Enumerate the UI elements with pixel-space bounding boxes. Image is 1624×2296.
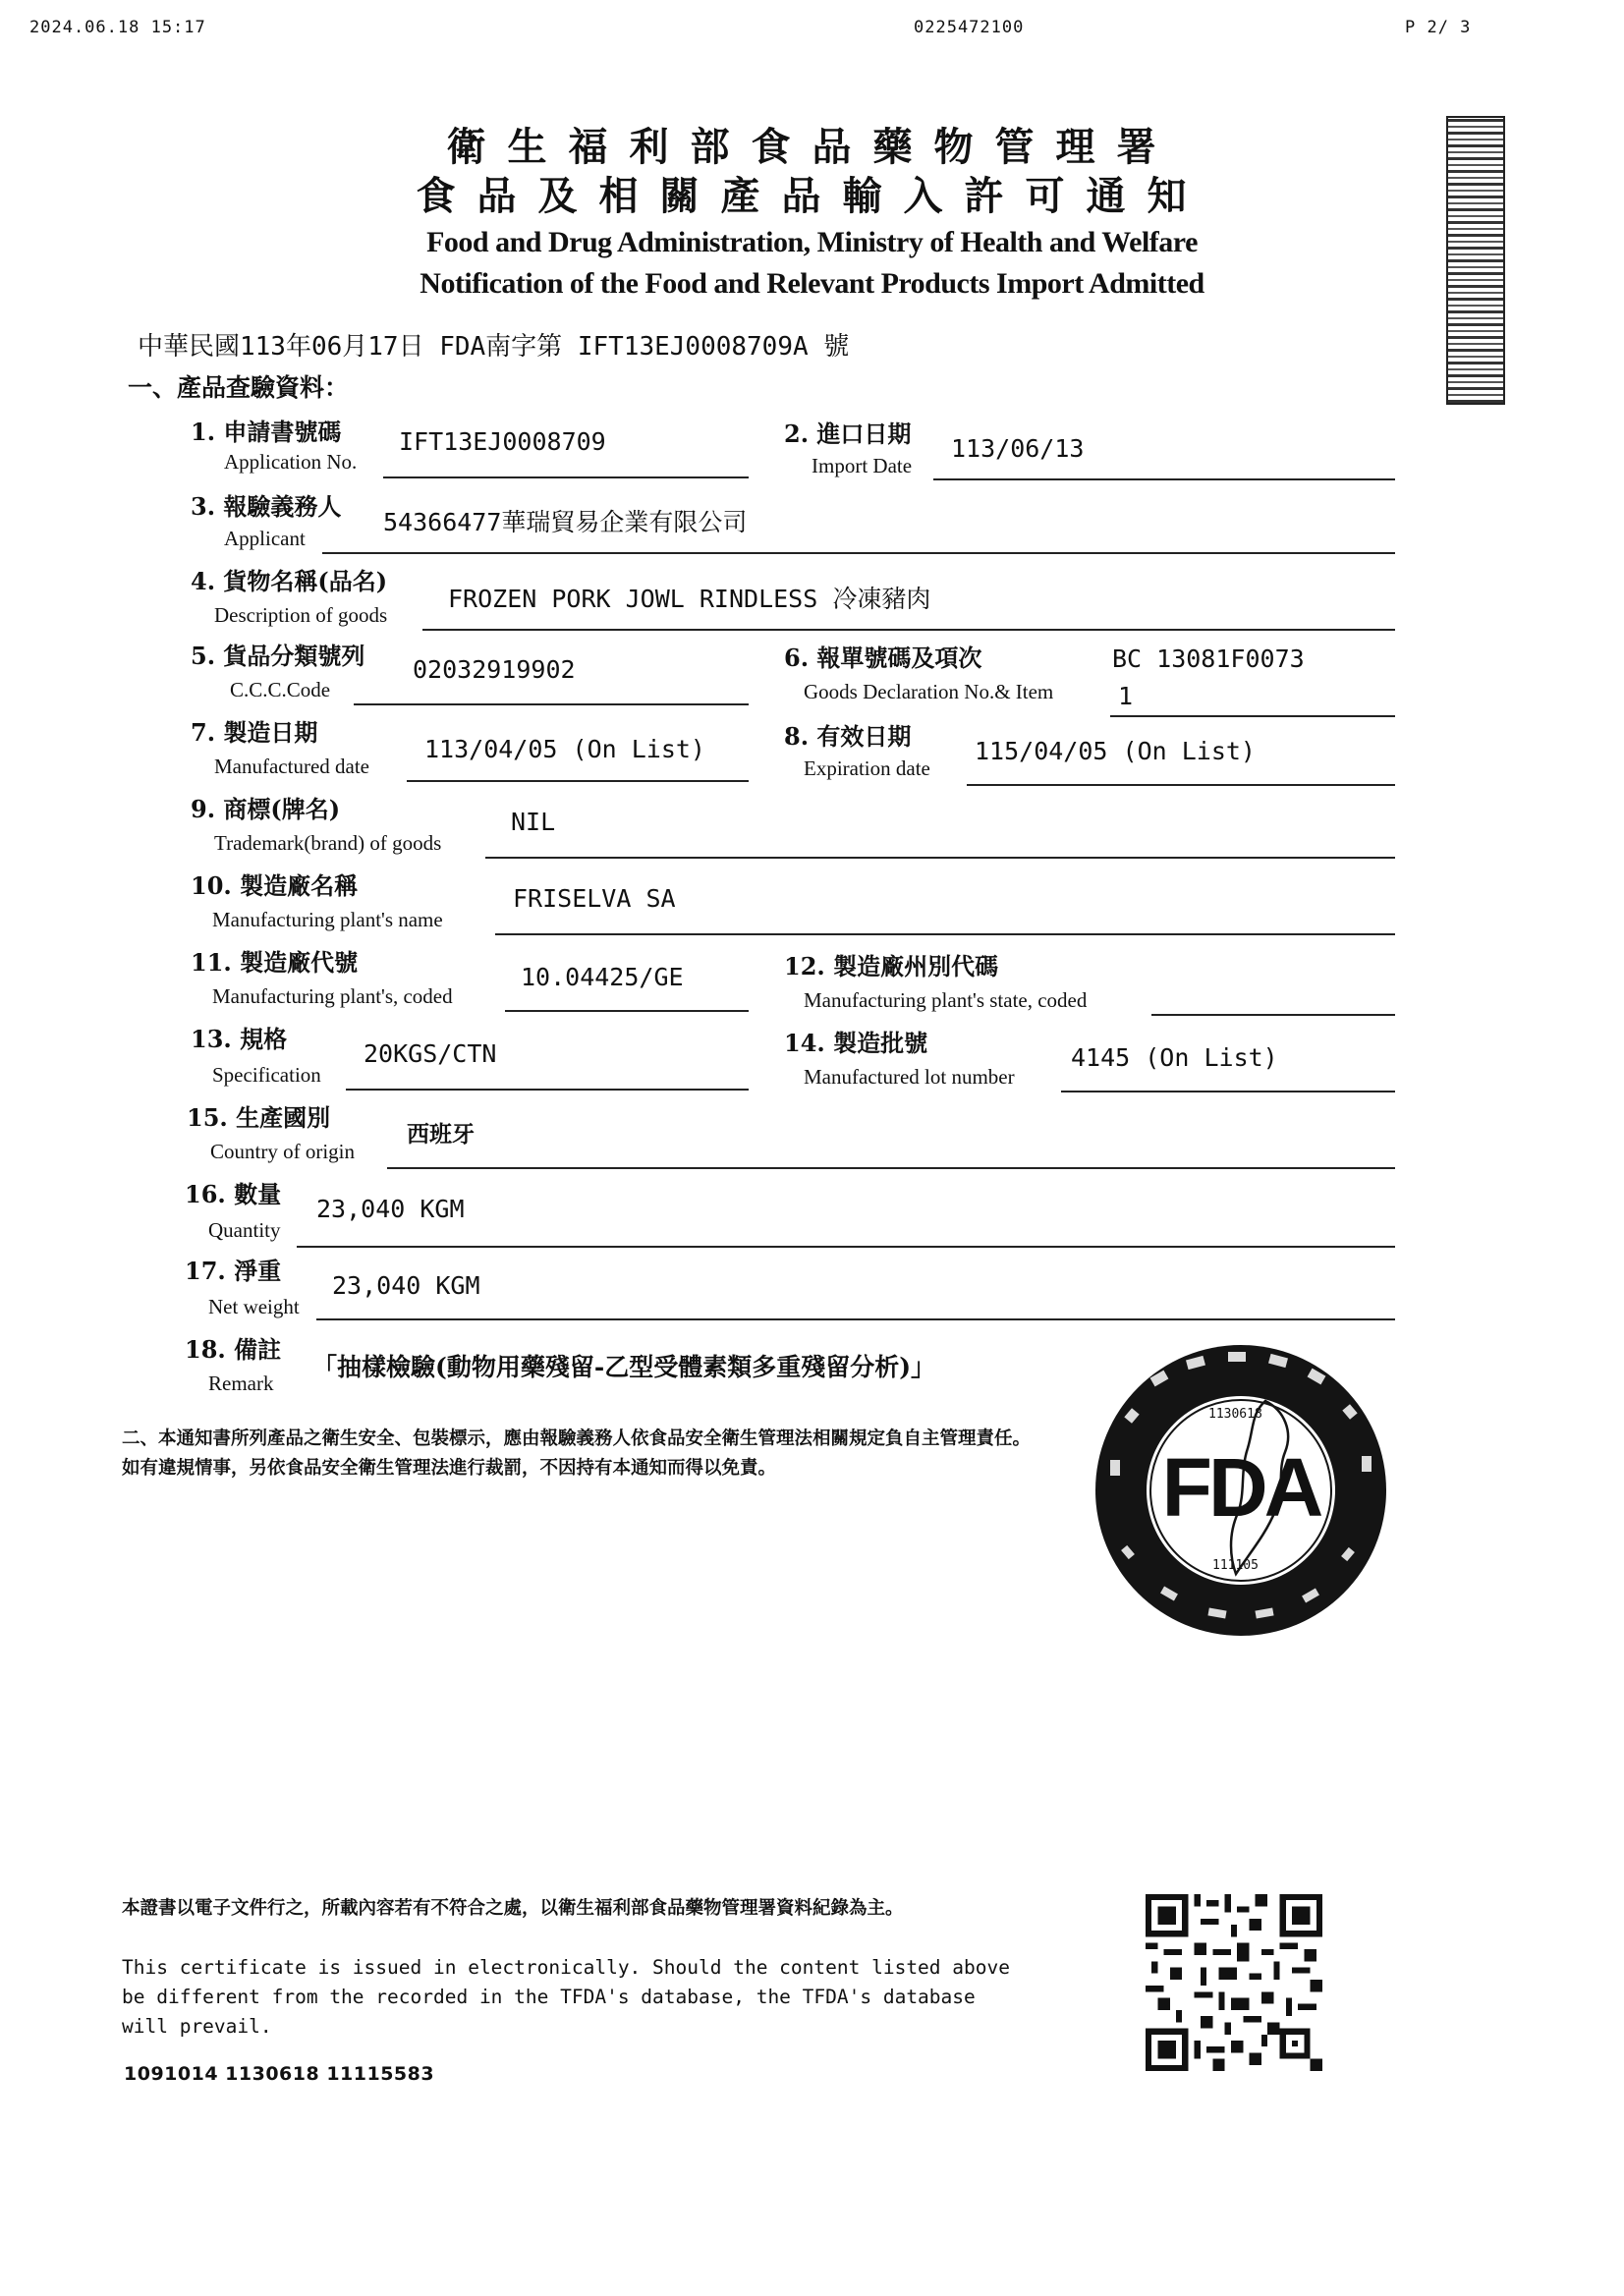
field-7-zh-label: 7. 製造日期	[191, 718, 318, 747]
field-12-en-label: Manufacturing plant's state, coded	[804, 988, 1088, 1012]
field-15-en-label: Country of origin	[210, 1140, 355, 1163]
title-en-agency: Food and Drug Administration, Ministry of Health and Welfare	[426, 226, 1198, 258]
field-2-en-label: Import Date	[812, 454, 913, 477]
field-14-zh-label: 14. 製造批號	[784, 1029, 928, 1057]
manufacturer-name-value: FRISELVA SA	[513, 884, 676, 913]
field-4-zh-label: 4. 貨物名稱(品名)	[191, 567, 388, 595]
expiration-date-value: 115/04/05 (On List)	[975, 737, 1256, 765]
field-6-line	[1110, 715, 1395, 717]
fax-page: P 2/ 3	[1405, 18, 1472, 37]
country-of-origin-value: 西班牙	[407, 1121, 475, 1148]
field-4-line	[422, 629, 1395, 631]
ccc-code-value: 02032919902	[413, 655, 576, 684]
net-weight-value: 23,040 KGM	[332, 1271, 480, 1300]
field-8-en-label: Expiration date	[804, 756, 930, 780]
certificate-en-line2: be different from the recorded in the TFDA's database, the TFDA's database	[122, 1986, 976, 2008]
fax-datetime: 2024.06.18 15:17	[29, 18, 206, 37]
footer-codes: 1091014 1130618 11115583	[124, 2063, 435, 2085]
description-value: FROZEN PORK JOWL RINDLESS 冷凍豬肉	[448, 585, 931, 613]
section1-heading: 一、產品查驗資料：	[128, 373, 350, 402]
field-8-zh-label: 8. 有效日期	[784, 722, 912, 751]
quantity-value: 23,040 KGM	[316, 1195, 465, 1223]
field-10-en-label: Manufacturing plant's name	[212, 908, 443, 931]
field-13-en-label: Specification	[212, 1063, 321, 1087]
field-15-zh-label: 15. 生產國別	[187, 1103, 331, 1132]
lot-number-value: 4145 (On List)	[1071, 1043, 1278, 1072]
field-5-line	[354, 703, 749, 705]
field-3-en-label: Applicant	[224, 527, 306, 550]
field-4-en-label: Description of goods	[214, 603, 388, 627]
goods-declaration-value: BC 13081F0073	[1112, 644, 1305, 673]
qr-code-graphic	[1146, 1894, 1322, 2071]
title-zh-agency: 衛生福利部食品藥物管理署	[446, 124, 1178, 170]
applicant-value: 54366477華瑞貿易企業有限公司	[383, 508, 748, 536]
field-1-zh-label: 1. 申請書號碼	[191, 418, 342, 446]
trademark-value: NIL	[511, 808, 556, 836]
specification-value: 20KGS/CTN	[364, 1039, 497, 1068]
certificate-en-line1: This certificate is issued in electronically. Should the content listed above	[122, 1956, 1010, 1979]
field-11-zh-label: 11. 製造廠代號	[191, 948, 359, 977]
field-15-line	[387, 1167, 1395, 1169]
field-16-line	[297, 1246, 1395, 1248]
plant-code-value: 10.04425/GE	[521, 963, 684, 991]
fda-seal-text: FDA	[1161, 1441, 1320, 1534]
certificate-zh: 本證書以電子文件行之，所載內容若有不符合之處，以衛生福利部食品藥物管理署資料紀錄為主。	[122, 1898, 904, 1919]
field-10-zh-label: 10. 製造廠名稱	[191, 871, 359, 900]
field-9-zh-label: 9. 商標(牌名)	[191, 795, 341, 823]
field-14-line	[1061, 1091, 1395, 1092]
manufactured-date-value: 113/04/05 (On List)	[424, 735, 705, 763]
field-7-line	[407, 780, 749, 782]
fda-seal	[1092, 1342, 1389, 1639]
field-18-zh-label: 18. 備註	[185, 1335, 282, 1364]
certificate-en-line3: will prevail.	[122, 2015, 272, 2038]
field-9-line	[485, 857, 1395, 859]
section2-notice: 二、本通知書所列產品之衛生安全、包裝標示，應由報驗義務人依食品安全衛生管理法相關規定負自主管理責任。如有違規情事，另依食品安全衛生管理法進行裁罰，不因持有本通知而得以免責。	[122, 1428, 1032, 1479]
field-12-zh-label: 12. 製造廠州別代碼	[784, 952, 999, 980]
field-11-en-label: Manufacturing plant's, coded	[212, 984, 453, 1008]
field-16-en-label: Quantity	[208, 1218, 281, 1242]
import-date-value: 113/06/13	[951, 434, 1085, 463]
goods-declaration-item: 1	[1118, 682, 1134, 710]
field-5-zh-label: 5. 貨品分類號列	[191, 642, 365, 670]
field-6-en-label: Goods Declaration No.& Item	[804, 680, 1054, 703]
field-1-en-label: Application No.	[224, 450, 358, 474]
fax-number: 0225472100	[914, 18, 1025, 37]
remark-value: 「抽樣檢驗(動物用藥殘留-乙型受體素類多重殘留分析)」	[312, 1353, 936, 1381]
application-no-value: IFT13EJ0008709	[399, 427, 606, 456]
fda-seal-date-top: 1130618	[1208, 1407, 1262, 1422]
field-17-zh-label: 17. 淨重	[185, 1257, 282, 1285]
field-6-zh-label: 6. 報單號碼及項次	[784, 644, 982, 672]
field-18-en-label: Remark	[208, 1372, 274, 1395]
title-zh-notice: 食品及相關產品輸入許可通知	[416, 173, 1208, 219]
field-9-en-label: Trademark(brand) of goods	[214, 831, 442, 855]
field-17-en-label: Net weight	[208, 1295, 300, 1318]
title-en-notice: Notification of the Food and Relevant Products Import Admitted	[420, 267, 1204, 300]
field-10-line	[495, 933, 1395, 935]
field-11-line	[505, 1010, 749, 1012]
field-7-en-label: Manufactured date	[214, 755, 370, 778]
field-2-line	[933, 478, 1395, 480]
fda-seal-date-bottom: 111105	[1212, 1558, 1259, 1573]
field-1-line	[383, 476, 749, 478]
field-3-line	[322, 552, 1395, 554]
qr-code[interactable]	[1146, 1894, 1322, 2071]
field-12-line	[1151, 1014, 1395, 1016]
field-2-zh-label: 2. 進口日期	[784, 420, 912, 448]
reference-line: 中華民國113年06月17日 FDA南字第 IFT13EJ0008709A 號	[138, 332, 850, 362]
field-16-zh-label: 16. 數量	[185, 1180, 282, 1208]
field-14-en-label: Manufactured lot number	[804, 1065, 1015, 1089]
field-8-line	[967, 784, 1395, 786]
field-13-zh-label: 13. 規格	[191, 1025, 288, 1053]
field-13-line	[346, 1089, 749, 1091]
field-3-zh-label: 3. 報驗義務人	[191, 492, 342, 521]
field-17-line	[316, 1318, 1395, 1320]
field-5-en-label: C.C.C.Code	[230, 678, 331, 701]
